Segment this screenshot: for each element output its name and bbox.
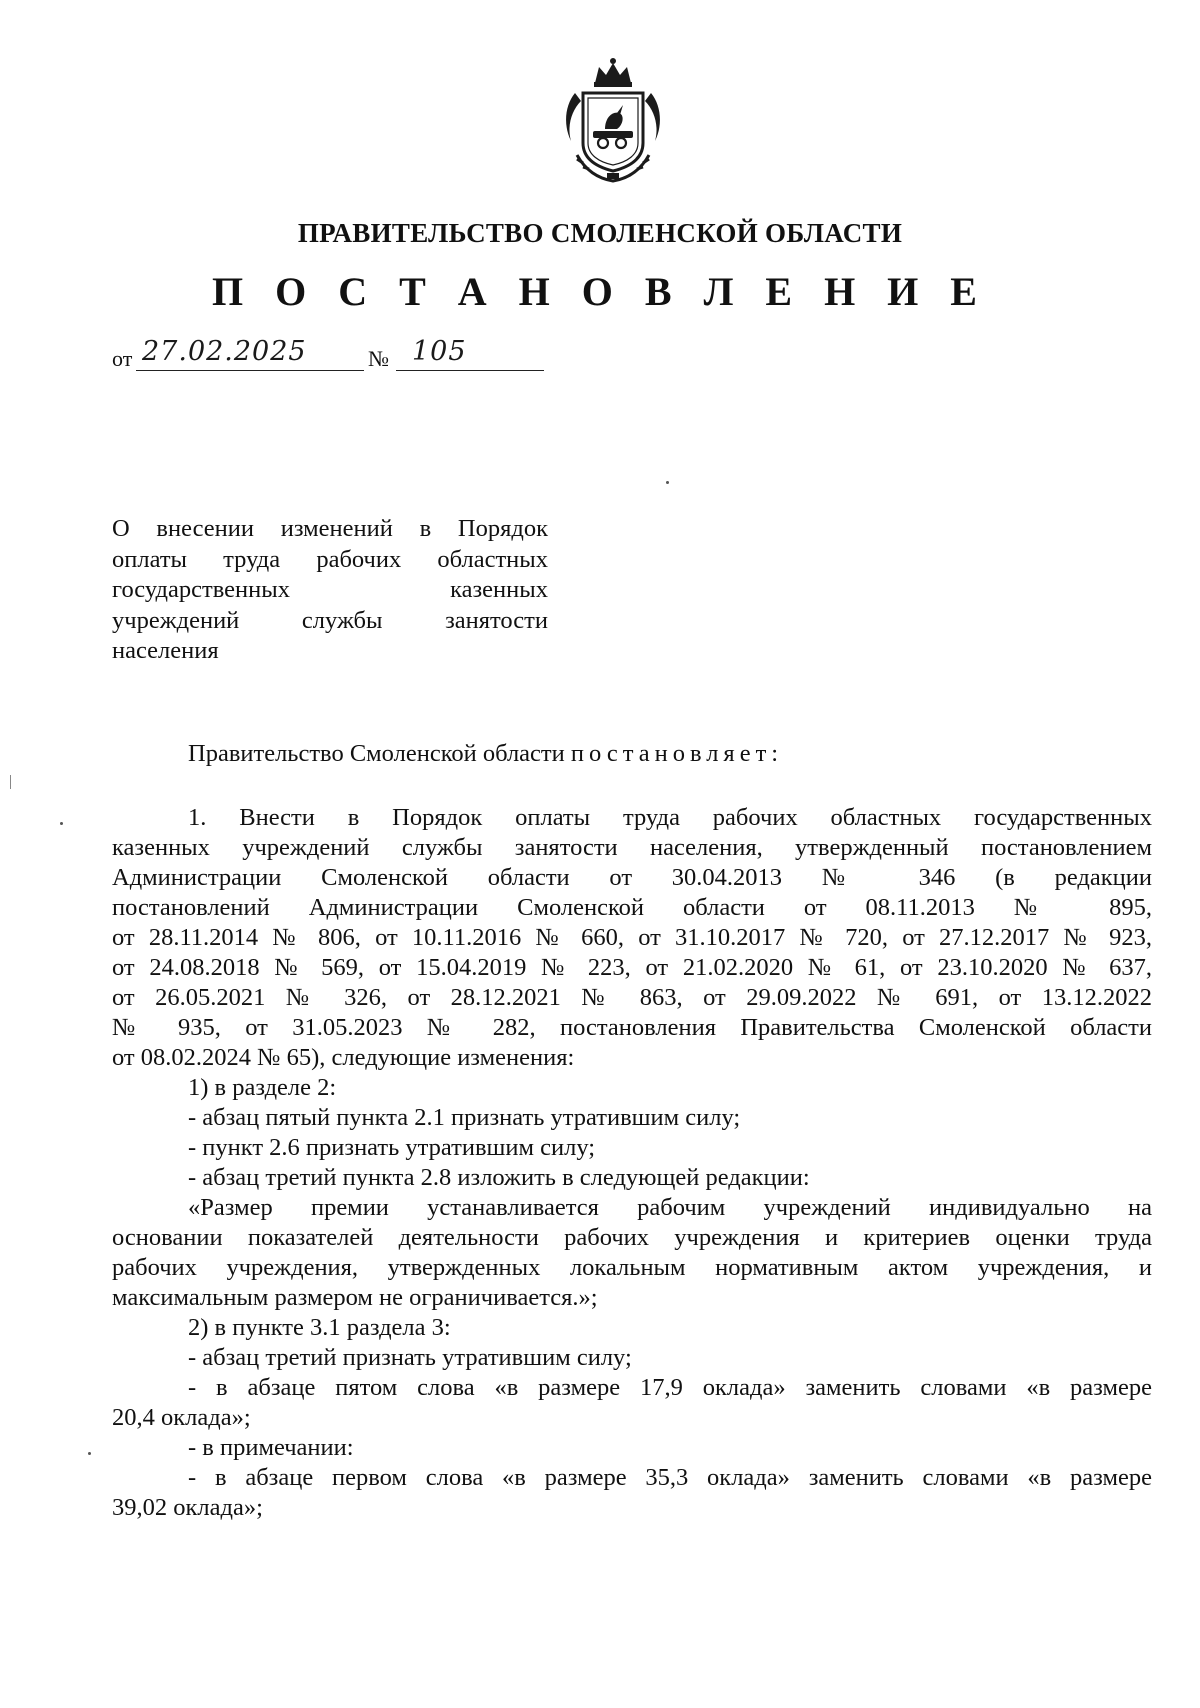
- subject-line: оплаты труда рабочих областных: [112, 545, 548, 573]
- body-line: 1) в разделе 2:: [188, 1074, 337, 1101]
- body-line: максимальным размером не ограничивается.»;: [112, 1284, 598, 1311]
- subject-line: О внесении изменений в Порядок: [112, 515, 548, 542]
- body-line: основании показателей деятельности рабочих учреждения и критериев оценки труда: [112, 1224, 1152, 1251]
- handwritten-date: 27.02.2025: [142, 336, 307, 367]
- body-line: - абзац третий признать утратившим силу;: [188, 1344, 632, 1371]
- scan-speck: [88, 1452, 91, 1455]
- organization-title: ПРАВИТЕЛЬСТВО СМОЛЕНСКОЙ ОБЛАСТИ: [297, 218, 903, 248]
- body-line: - в абзаце первом слова «в размере 35,3 оклада» заменить словами «в размере: [188, 1464, 1152, 1491]
- subject-line: государственных казенных: [112, 576, 548, 603]
- date-prefix: от: [112, 346, 133, 371]
- date-underline: [136, 370, 364, 371]
- body-line: рабочих учреждения, утвержденных локальным нормативным актом учреждения, и: [112, 1254, 1152, 1281]
- number-underline: [396, 370, 544, 371]
- preamble-spaced-word: постановляет:: [570, 740, 784, 767]
- body-line: от 08.02.2024 № 65), следующие изменения:: [112, 1044, 575, 1071]
- body-line: - абзац пятый пункта 2.1 признать утратившим силу;: [188, 1104, 741, 1131]
- subject-line: населения: [112, 637, 219, 664]
- body-line: - пункт 2.6 признать утратившим силу;: [188, 1134, 596, 1161]
- subject-line: учреждений службы занятости: [112, 606, 548, 634]
- body-line: казенных учреждений службы занятости населения, утвержденный постановлением: [112, 834, 1152, 861]
- body-line: - абзац третий пункта 2.8 изложить в следующей редакции:: [188, 1164, 810, 1191]
- body-line: 39,02 оклада»;: [112, 1494, 263, 1521]
- number-prefix: №: [368, 346, 389, 371]
- smolensk-coat-of-arms-icon: [553, 55, 673, 185]
- decree-subject: [112, 514, 548, 667]
- body-line: - в абзаце пятом слова «в размере 17,9 оклада» заменить словами «в размере: [188, 1374, 1152, 1401]
- handwritten-number: 105: [412, 336, 467, 367]
- scan-speck: [60, 822, 63, 825]
- body-line: № 935, от 31.05.2023 № 282, постановления Правительства Смоленской области: [112, 1014, 1152, 1041]
- body-line: - в примечании:: [188, 1434, 354, 1461]
- body-line: Администрации Смоленской области от 30.04.2013 № 346 (в редакции: [112, 864, 1152, 891]
- preamble: Правительство Смоленской области постановляет:: [188, 740, 784, 767]
- body-line: от 26.05.2021 № 326, от 28.12.2021 № 863, от 29.09.2022 № 691, от 13.12.2022: [112, 984, 1152, 1011]
- body-line: 2) в пункте 3.1 раздела 3:: [188, 1314, 451, 1341]
- body-line: постановлений Администрации Смоленской области от 08.11.2013 № 895,: [112, 894, 1152, 921]
- body-line: «Размер премии устанавливается рабочим учреждений индивидуально на: [188, 1194, 1152, 1221]
- body-line: 1. Внести в Порядок оплаты труда рабочих областных государственных: [188, 804, 1152, 831]
- body-line: 20,4 оклада»;: [112, 1404, 251, 1431]
- scan-speck: [666, 481, 669, 484]
- document-type-title: П О С Т А Н О В Л Е Н И Е: [212, 269, 988, 314]
- scan-mark: [10, 775, 11, 789]
- body-line: от 28.11.2014 № 806, от 10.11.2016 № 660, от 31.10.2017 № 720, от 27.12.2017 № 923,: [112, 924, 1152, 951]
- body-line: от 24.08.2018 № 569, от 15.04.2019 № 223, от 21.02.2020 № 61, от 23.10.2020 № 637,: [112, 954, 1152, 981]
- registration-line: [112, 336, 542, 376]
